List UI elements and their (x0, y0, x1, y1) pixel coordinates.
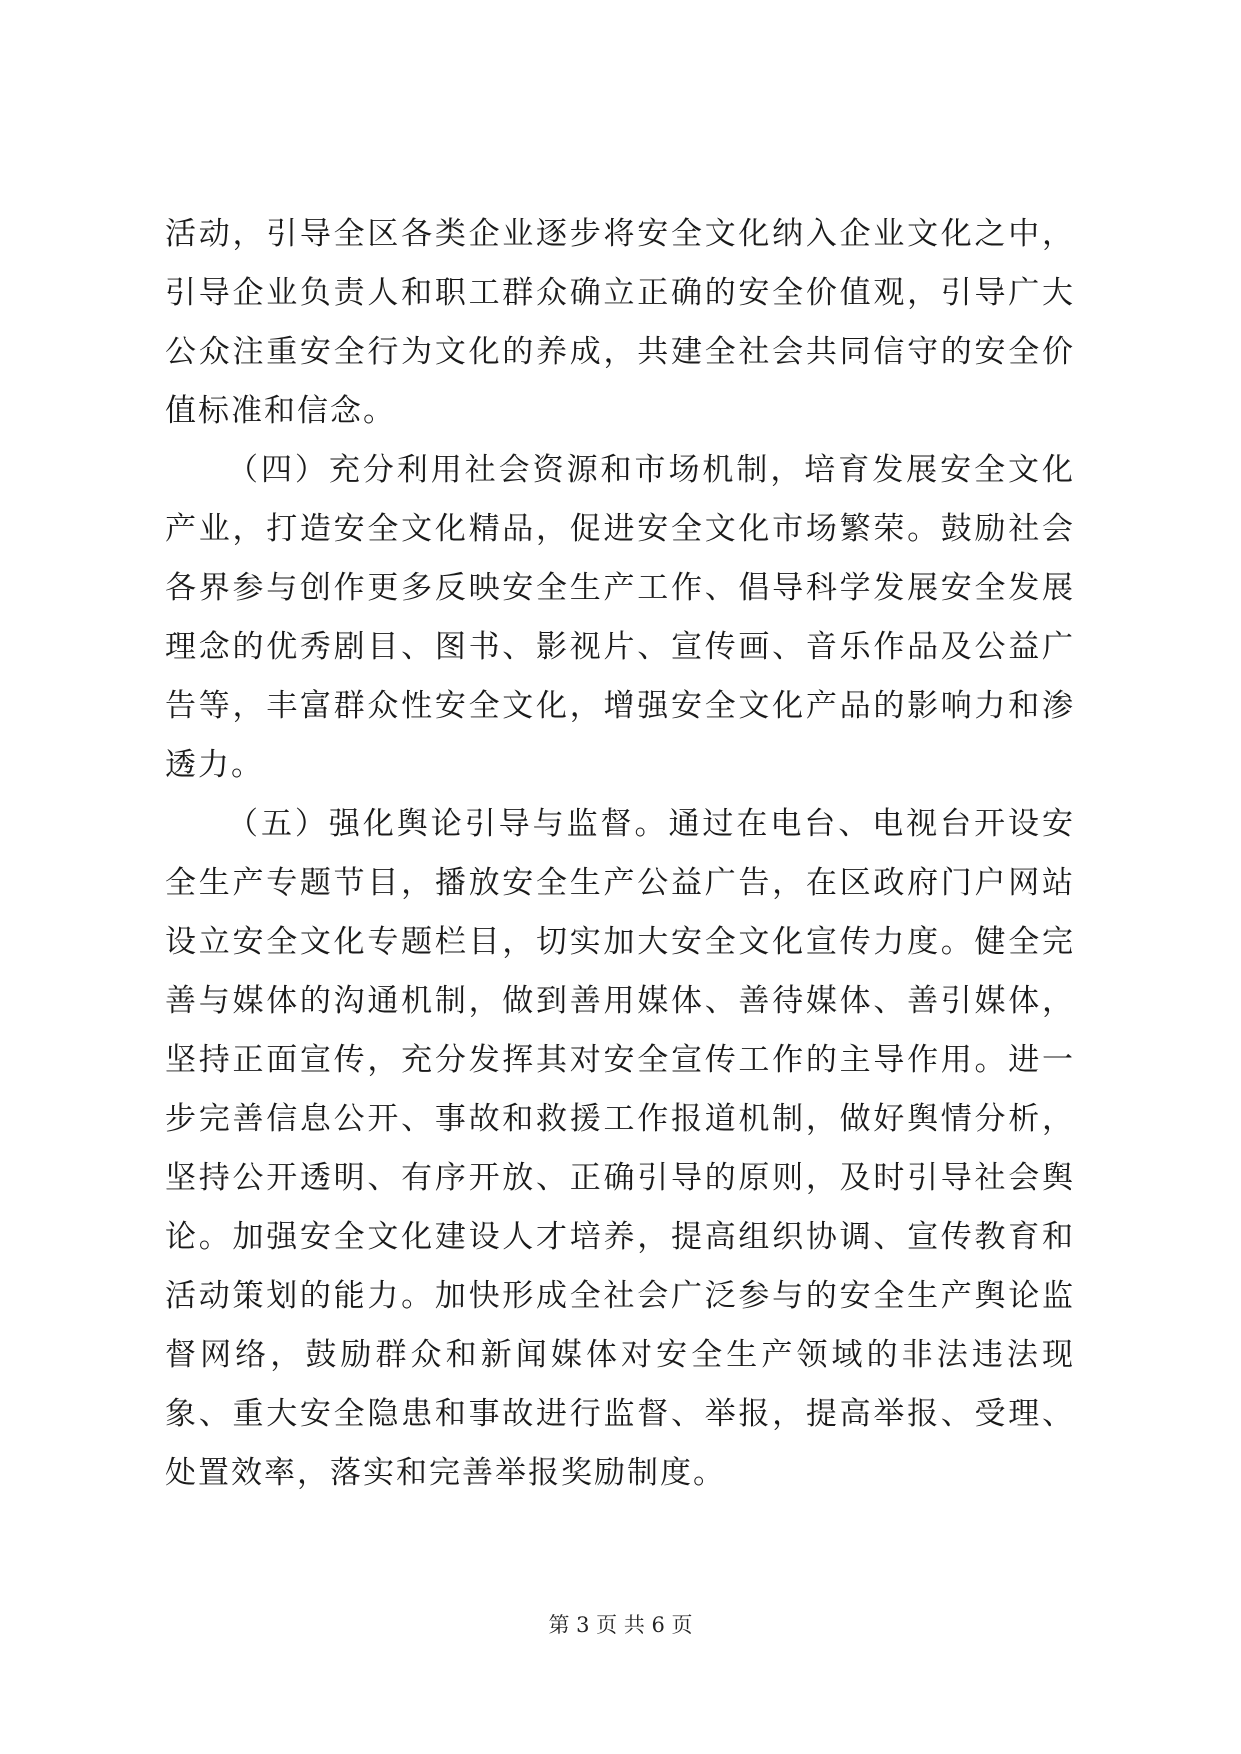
paragraph-section-five: （五）强化舆论引导与监督。通过在电台、电视台开设安全生产专题节目，播放安全生产公益广告，在区政府门户网站设立安全文化专题栏目，切实加大安全文化宣传力度。健全完善与媒体的沟通机制，做到善用媒体、善待媒体、善引媒体，坚持正面宣传，充分发挥其对安全宣传工作的主导作用。进一步完善信息公开、事故和救援工作报道机制，做好舆情分析，坚持公开透明、有序开放、正确引导的原则，及时引导社会舆论。加强安全文化建设人才培养，提高组织协调、宣传教育和活动策划的能力。加快形成全社会广泛参与的安全生产舆论监督网络，鼓励群众和新闻媒体对安全生产领域的非法违法现象、重大安全隐患和事故进行监督、举报，提高举报、受理、处置效率，落实和完善举报奖励制度。 (165, 806, 1075, 1491)
paragraph-section-four: （四）充分利用社会资源和市场机制，培育发展安全文化产业，打造安全文化精品，促进安全文化市场繁荣。鼓励社会各界参与创作更多反映安全生产工作、倡导科学发展安全发展理念的优秀剧目、图书、影视片、宣传画、音乐作品及公益广告等，丰富群众性安全文化，增强安全文化产品的影响力和渗透力。 (165, 452, 1075, 783)
paragraph-continuation: 活动，引导全区各类企业逐步将安全文化纳入企业文化之中，引导企业负责人和职工群众确立正确的安全价值观，引导广大公众注重安全行为文化的养成，共建全社会共同信守的安全价值标准和信念。 (165, 216, 1075, 429)
document-body (165, 205, 1075, 1503)
page-number-footer: 第 3 页 共 6 页 (548, 1613, 693, 1637)
